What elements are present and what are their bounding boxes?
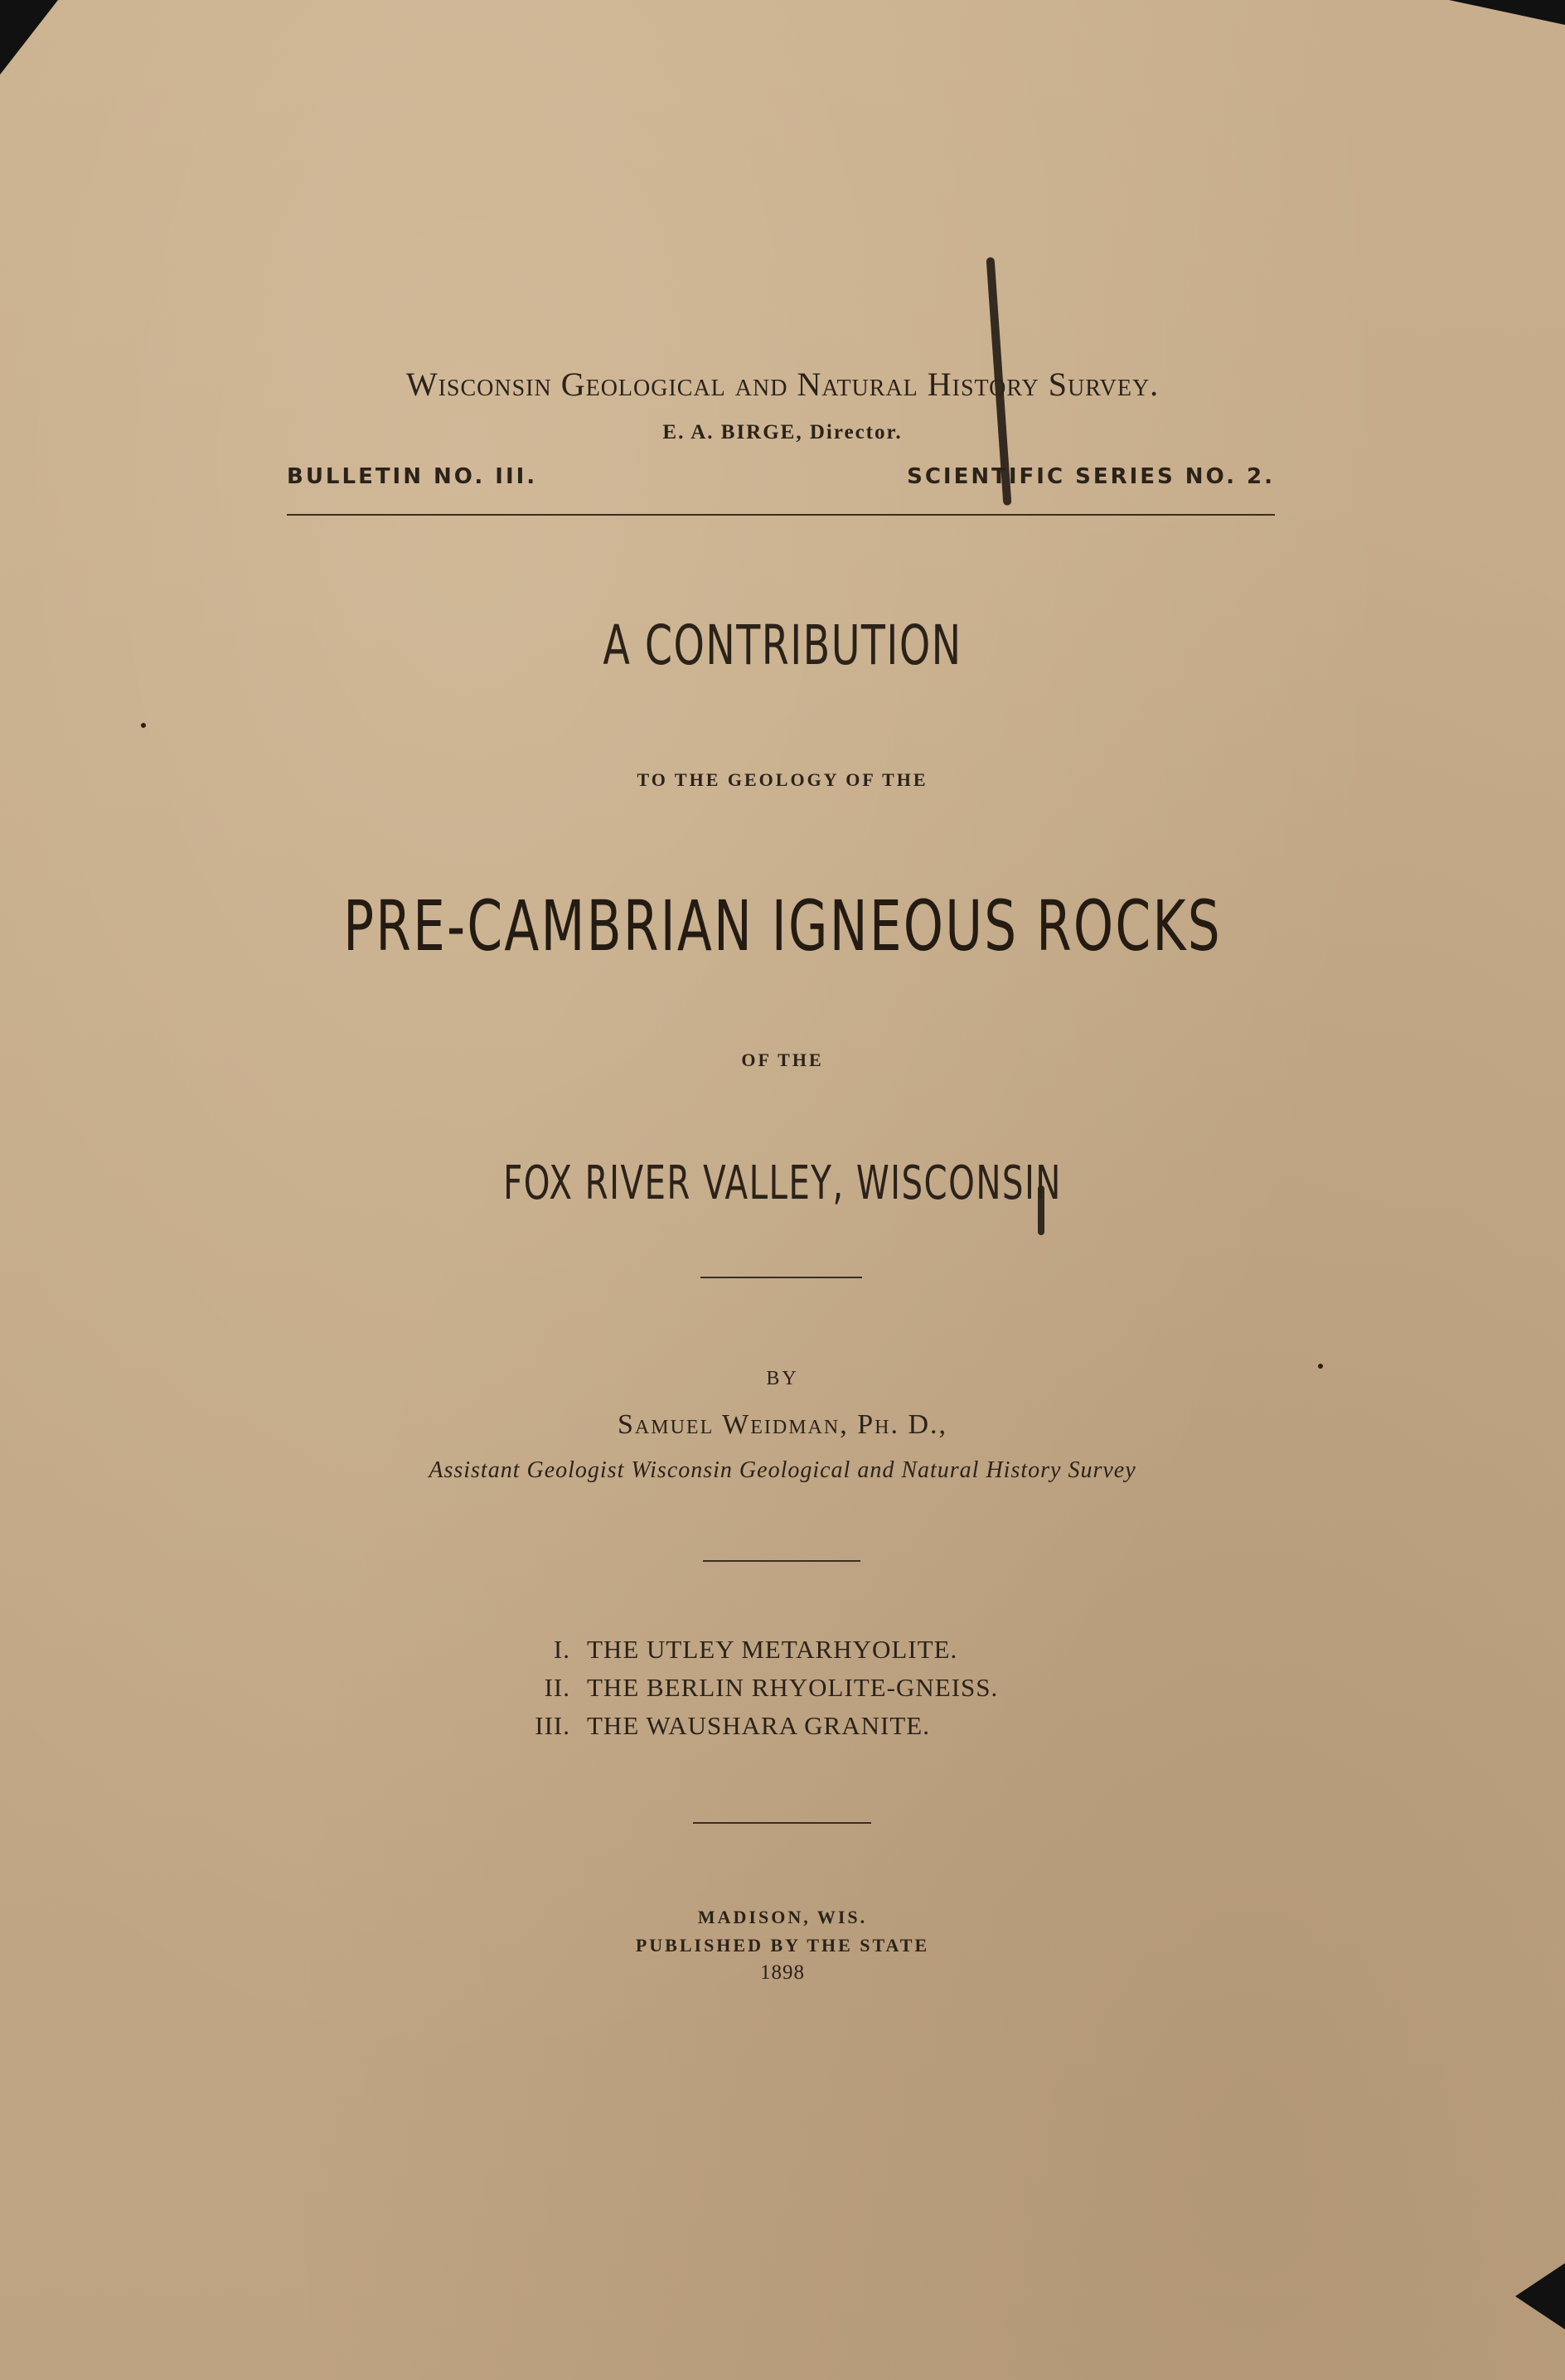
part-number: II.: [544, 1673, 570, 1702]
by-line: BY: [766, 1368, 799, 1389]
list-item: [514, 1711, 998, 1749]
part-title: THE WAUSHARA GRANITE.: [587, 1711, 930, 1740]
survey-name: Wisconsin Geological and Natural History Survey.: [405, 366, 1160, 403]
part-title: THE UTLEY METARHYOLITE.: [587, 1635, 958, 1664]
contribution-heading: A CONTRIBUTION: [603, 613, 962, 677]
author-name: Samuel Weidman, Ph. D.,: [618, 1409, 947, 1440]
list-item: [514, 1673, 998, 1711]
main-title: PRE-CAMBRIAN IGNEOUS ROCKS: [343, 885, 1222, 967]
imprint-place: MADISON, WIS.: [697, 1907, 868, 1927]
paper-speck: [141, 723, 146, 728]
part-number: I.: [553, 1635, 570, 1664]
torn-corner-top-right: [1449, 0, 1565, 25]
torn-corner-top-left: [0, 0, 58, 75]
part-number: III.: [535, 1711, 570, 1740]
divider-rule: [700, 1277, 862, 1278]
location-title: FOX RIVER VALLEY, WISCONSIN: [503, 1156, 1062, 1210]
divider-rule: [693, 1822, 871, 1824]
director-line: E. A. BIRGE, Director.: [662, 421, 903, 444]
part-title: THE BERLIN RHYOLITE-GNEISS.: [587, 1673, 999, 1702]
header-rule: [287, 514, 1275, 516]
bulletin-number: BULLETIN NO. III.: [287, 464, 538, 489]
author-affiliation: Assistant Geologist Wisconsin Geological and Natural History Survey: [429, 1457, 1136, 1483]
imprint-year: 1898: [760, 1961, 805, 1984]
list-item: [514, 1635, 998, 1673]
torn-corner-bottom-right: [1515, 2263, 1565, 2329]
geology-subheading: TO THE GEOLOGY OF THE: [637, 769, 928, 790]
divider-rule: [703, 1560, 860, 1562]
parts-list: [514, 1635, 998, 1749]
series-number: SCIENTIFIC SERIES NO. 2.: [907, 464, 1275, 489]
of-the-line: OF THE: [741, 1049, 824, 1070]
imprint-publisher: PUBLISHED BY THE STATE: [635, 1935, 930, 1956]
